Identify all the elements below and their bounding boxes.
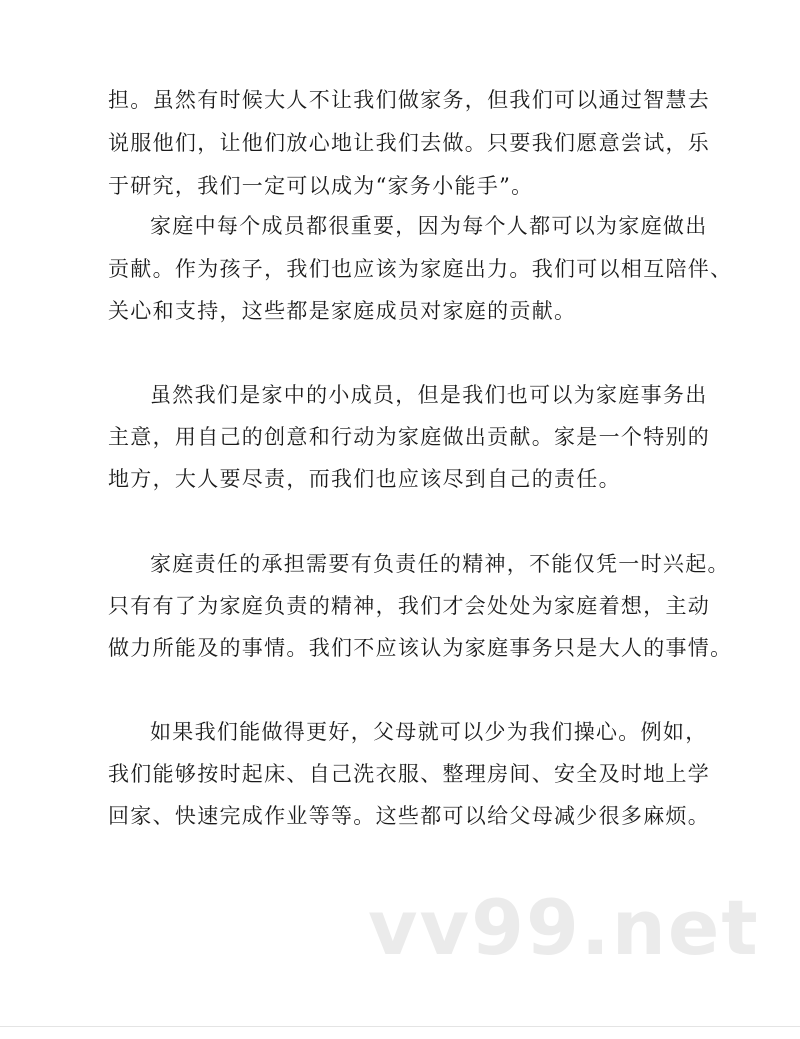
paragraph-1-line-3: 于研究，我们一定可以成为“家务小能手”。 bbox=[108, 174, 534, 198]
paragraph-2-line-1: 家庭中每个成员都很重要，因为每个人都可以为家庭做出 bbox=[150, 214, 708, 238]
paragraph-4-line-1: 家庭责任的承担需要有负责任的精神，不能仅凭一时兴起。 bbox=[150, 552, 730, 576]
paragraph-3-line-3: 地方，大人要尽责，而我们也应该尽到自己的责任。 bbox=[108, 467, 621, 491]
paragraph-5-line-3: 回家、快速完成作业等等。这些都可以给父母减少很多麻烦。 bbox=[108, 804, 711, 828]
paragraph-2-line-2: 贡献。作为孩子，我们也应该为家庭出力。我们可以相互陪伴、 bbox=[108, 257, 733, 281]
paragraph-3-line-2: 主意，用自己的创意和行动为家庭做出贡献。家是一个特别的 bbox=[108, 425, 711, 449]
paragraph-3-line-1: 虽然我们是家中的小成员，但是我们也可以为家庭事务出 bbox=[150, 383, 708, 407]
paragraph-1-line-2: 说服他们，让他们放心地让我们去做。只要我们愿意尝试，乐 bbox=[108, 131, 711, 155]
paragraph-5-line-2: 我们能够按时起床、自己洗衣服、整理房间、安全及时地上学 bbox=[108, 762, 711, 786]
paragraph-1-line-1: 担。虽然有时候大人不让我们做家务，但我们可以通过智慧去 bbox=[108, 88, 711, 112]
watermark-text: vv99.net bbox=[368, 883, 760, 972]
page-bottom-divider bbox=[0, 1026, 800, 1027]
paragraph-4-line-3: 做力所能及的事情。我们不应该认为家庭事务只是大人的事情。 bbox=[108, 636, 733, 660]
paragraph-4-line-2: 只有有了为家庭负责的精神，我们才会处处为家庭着想，主动 bbox=[108, 594, 711, 618]
paragraph-5-line-1: 如果我们能做得更好，父母就可以少为我们操心。例如， bbox=[150, 720, 708, 744]
paragraph-2-line-3: 关心和支持，这些都是家庭成员对家庭的贡献。 bbox=[108, 299, 577, 323]
